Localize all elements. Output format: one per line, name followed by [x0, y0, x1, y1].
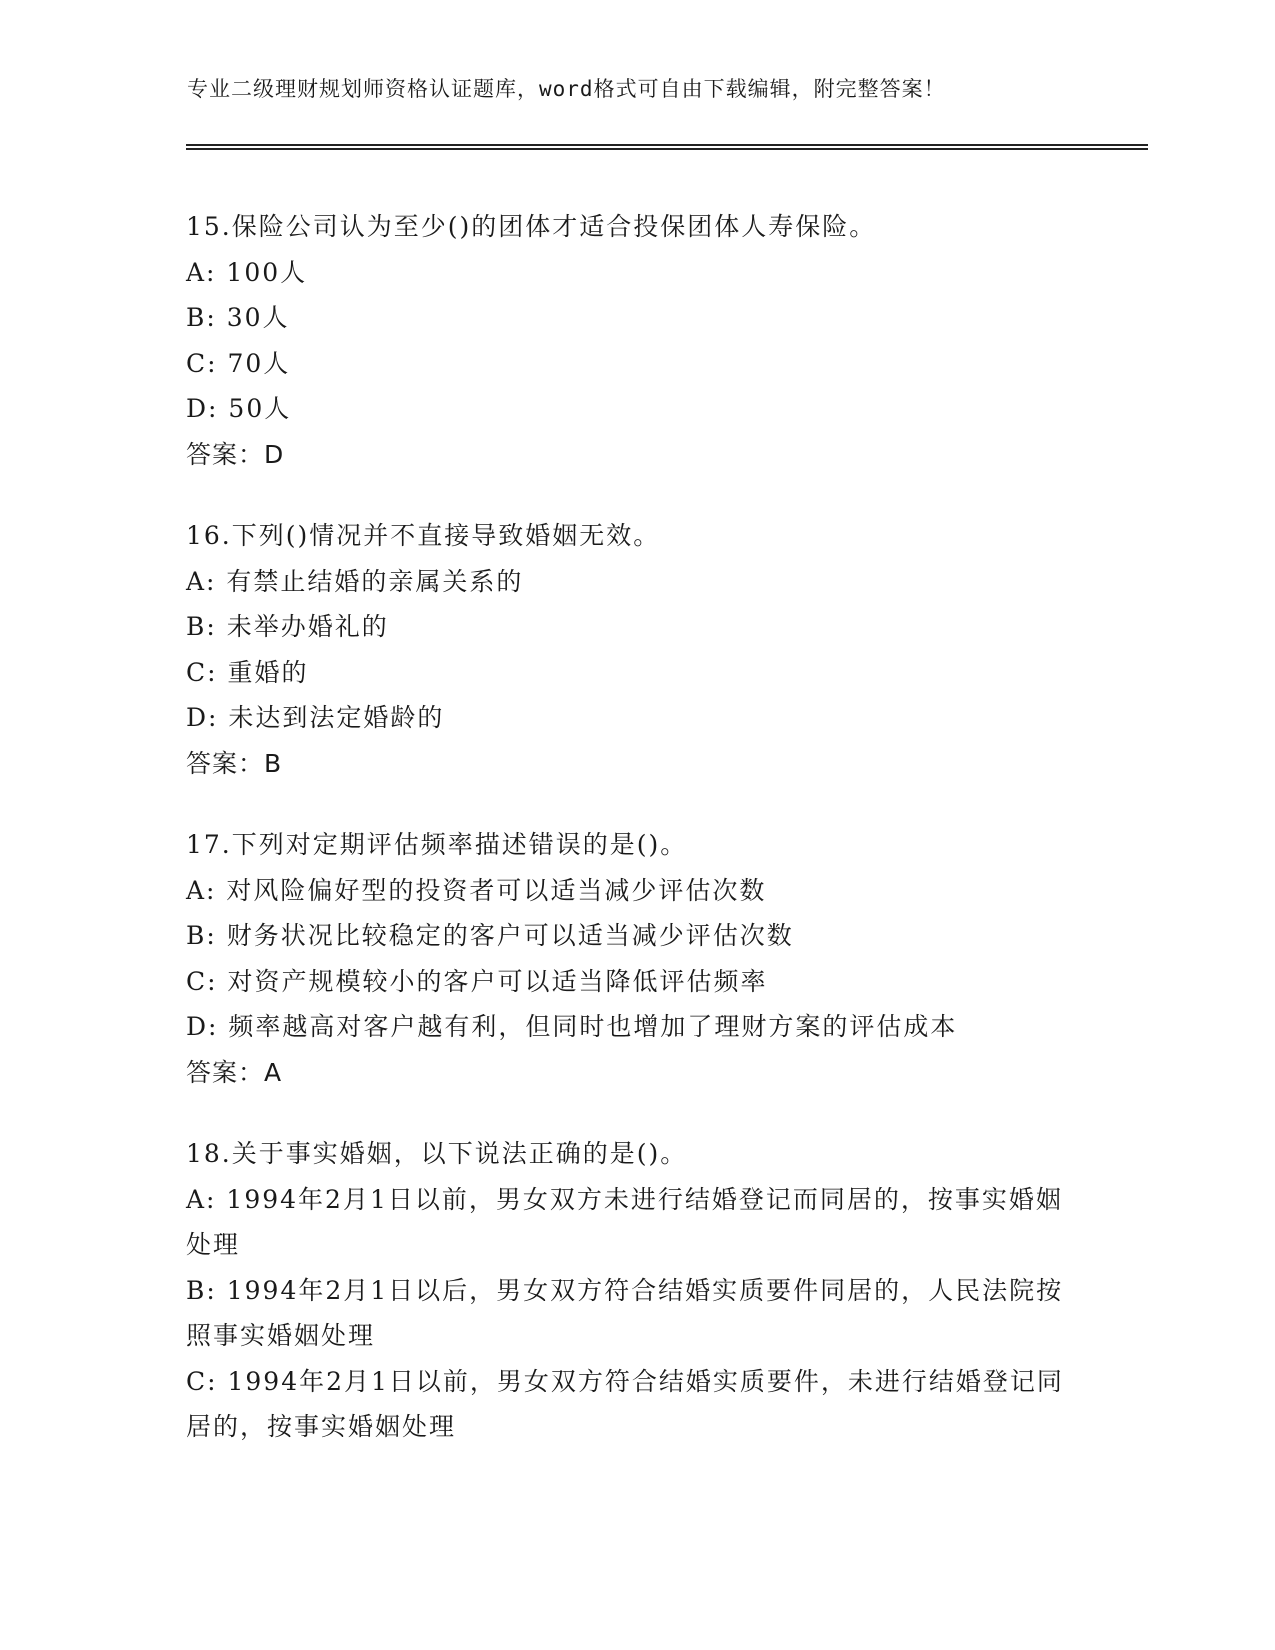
option-c: C: 重婚的 — [186, 657, 309, 687]
question-17 — [186, 822, 1086, 1095]
option-c: C: 70人 — [186, 348, 291, 378]
option-a: A: 100人 — [186, 257, 308, 287]
option-c: C: 对资产规模较小的客户可以适当降低评估频率 — [186, 966, 768, 996]
question-16 — [186, 513, 1086, 786]
header-divider — [186, 144, 1148, 150]
option-b: B: 未举办婚礼的 — [186, 612, 389, 641]
answer-label: 答案：B — [186, 748, 283, 778]
question-15 — [186, 204, 1086, 477]
question-list — [186, 204, 1086, 1486]
option-b: B: 1994年2月1日以后，男女双方符合结婚实质要件同居的，人民法院按照事实婚姻处理 — [186, 1275, 1064, 1350]
option-a: A: 1994年2月1日以前，男女双方未进行结婚登记而同居的，按事实婚姻处理 — [186, 1184, 1063, 1259]
option-d: D: 50人 — [186, 394, 292, 423]
question-stem: 15.保险公司认为至少()的团体才适合投保团体人寿保险。 — [186, 212, 877, 241]
question-stem: 16.下列()情况并不直接导致婚姻无效。 — [186, 521, 661, 550]
option-b: B: 财务状况比较稳定的客户可以适当减少评估次数 — [186, 921, 794, 950]
option-d: D: 频率越高对客户越有利，但同时也增加了理财方案的评估成本 — [186, 1012, 958, 1041]
answer-label: 答案：D — [186, 439, 285, 469]
option-d: D: 未达到法定婚龄的 — [186, 703, 445, 732]
page-header: 专业二级理财规划师资格认证题库，word格式可自由下载编辑，附完整答案！ — [187, 77, 946, 101]
question-stem: 17.下列对定期评估频率描述错误的是()。 — [186, 830, 688, 859]
option-a: A: 有禁止结婚的亲属关系的 — [186, 566, 524, 596]
question-stem: 18.关于事实婚姻，以下说法正确的是()。 — [186, 1139, 688, 1168]
option-b: B: 30人 — [186, 303, 290, 332]
option-c: C: 1994年2月1日以前，男女双方符合结婚实质要件，未进行结婚登记同居的，按事实婚姻处理 — [186, 1366, 1064, 1441]
question-18 — [186, 1131, 1086, 1450]
answer-label: 答案：A — [186, 1057, 283, 1087]
option-a: A: 对风险偏好型的投资者可以适当减少评估次数 — [186, 875, 767, 905]
